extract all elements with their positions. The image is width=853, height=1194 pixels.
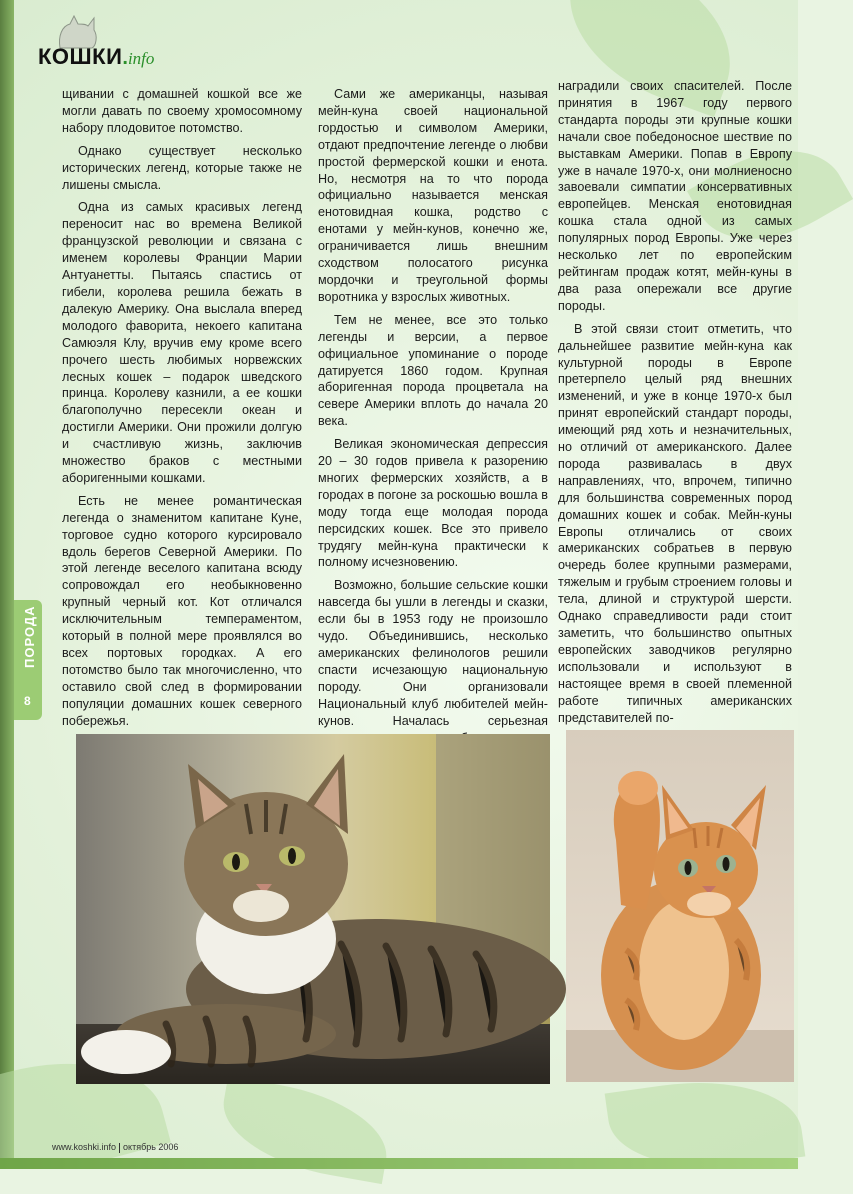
logo-dot: . [122, 47, 128, 69]
footer-site-link[interactable]: www.koshki.info [52, 1142, 117, 1152]
page-edge-strip [0, 0, 14, 1169]
section-label: ПОРОДА [22, 605, 37, 668]
red-kitten-photo [566, 730, 794, 1082]
paragraph: Есть не менее романтическая легенда о знаменитом капитане Куне, торговое судно которого курсировало вдоль берегов Северной Америки. По этой легенде веселого капитана всюду сопровождал его необыкновенно крупный черный кот. Кот отличался исключительным темпераментом, который в полной мере проявлялся во всех портовых городках. А его потомство было так многочисленно, что оставило свой след в формировании популяции домашних кошек северного побережья. [62, 493, 302, 728]
paragraph: Одна из самых красивых легенд переносит нас во времена Великой французской революции и связана с именем королевы Франции Марии Антуанетты. Пытаясь спастись от гибели, королева решила бежать в далекую Америку. Она выслала вперед молодого фаворита, некоего капитана Самюэля Клу, вручив ему кроме всего прочего шесть любимых норвежских лесных кошек – подарок шведского принца. Королеву казнили, а ее кошки благополучно пересекли океан и достигли Америки. Они прожили долгую и счастливую жизнь, заключив множество браков с местными аборигенными кошками. [62, 200, 302, 485]
article-column-1 [62, 86, 302, 728]
logo-text: КОШКИ [38, 44, 123, 69]
logo-subtext: info [127, 49, 155, 68]
paragraph: наградили своих спасителей. После принятия в 1967 году первого стандарта породы эти крупные кошки начали свое победоносное шествие по выставкам Америки. Попав в Европу уже в начале 1970-х, они молниеносно завоевали симпатии консервативных европейцев. Менская енотовидная кошка стала одной из самых популярных пород Европы. Уже через несколько лет по европейским рейтингам продаж котят, мейн-куны в два раза опережали все другие породы. [558, 79, 792, 313]
footer-divider [119, 1143, 120, 1153]
article-column-2 [318, 86, 548, 728]
magazine-logo[interactable] [38, 44, 154, 70]
paragraph: щивании с домашней кошкой все же могли давать по своему хромосомному набору плодовитое потомство. [62, 87, 302, 135]
tabby-cat-photo [76, 734, 550, 1084]
page-footer [52, 1142, 178, 1153]
paragraph: Возможно, большие сельские кошки навсегда бы ушли в легенды и сказки, если бы в 1953 году не произошло чудо. Объединившись, несколько американских фелинологов решили спасти исчезающую национальную породу. Они организовали Национальный клуб любителей мейн-кунов. Началась серьезная [318, 578, 548, 728]
paragraph: Однако существует несколько исторических легенд, которые также не лишены смысла. [62, 143, 302, 192]
paragraph: Тем не менее, все это только легенды и версии, а первое официальное упоминание о породе датируется 1860 годом. Крупная аборигенная порода процветала на севере Америки вплоть до начала 20 века. [318, 312, 548, 429]
article-column-3 [558, 78, 792, 725]
paragraph: Великая экономическая депрессия 20 – 30 годов привела к разорению многих фермерских хозяйств, а в городах в погоне за роскошью вошла в моду тогда еще молодая порода персидских кошек. Все это привело трудягу мейн-куна практически к полному исчезновению. [318, 437, 548, 570]
footer-date: октябрь 2006 [123, 1142, 179, 1152]
page-number: 8 [24, 694, 31, 708]
footer-bar [0, 1158, 798, 1169]
paragraph: Сами же американцы, называя мейн-куна своей национальной гордостью и символом Америки, отдают предпочтение легенде о любви простой фермерской кошки и енота. Но, несмотря на то что порода официально называется менская енотовидная кошка, родство с енотами у мейн-кунов, конечно же, ограничивается лишь внешним сходством полосатого рисунка мордочки и треугольной формы воротника у взрослых животных. [318, 87, 548, 304]
paragraph: В этой связи стоит отметить, что дальнейшее развитие мейн-куна как культурной породы в Европе претерпело целый ряд внешних изменений, и уже в конце 1970-х был принят европейский стандарт породы, имеющий ряд хоть и незначительных, но отличий от американского. Далее порода развивалась в двух направлениях, что, впрочем, типично для большинства современных пород домашних кошек и собак. Мейн-куны Европы отличались от своих американских собратьев в первую очередь более крупными размерами, тяжелым и грубым строением головы и тела, длиной и структурой шерсти. Однако справедливости ради стоит заметить, что большинство опытных европейских заводчиков регулярно использовали и используют в настоящее время в своей племенной работе типичных американских представителей по- [558, 321, 792, 725]
